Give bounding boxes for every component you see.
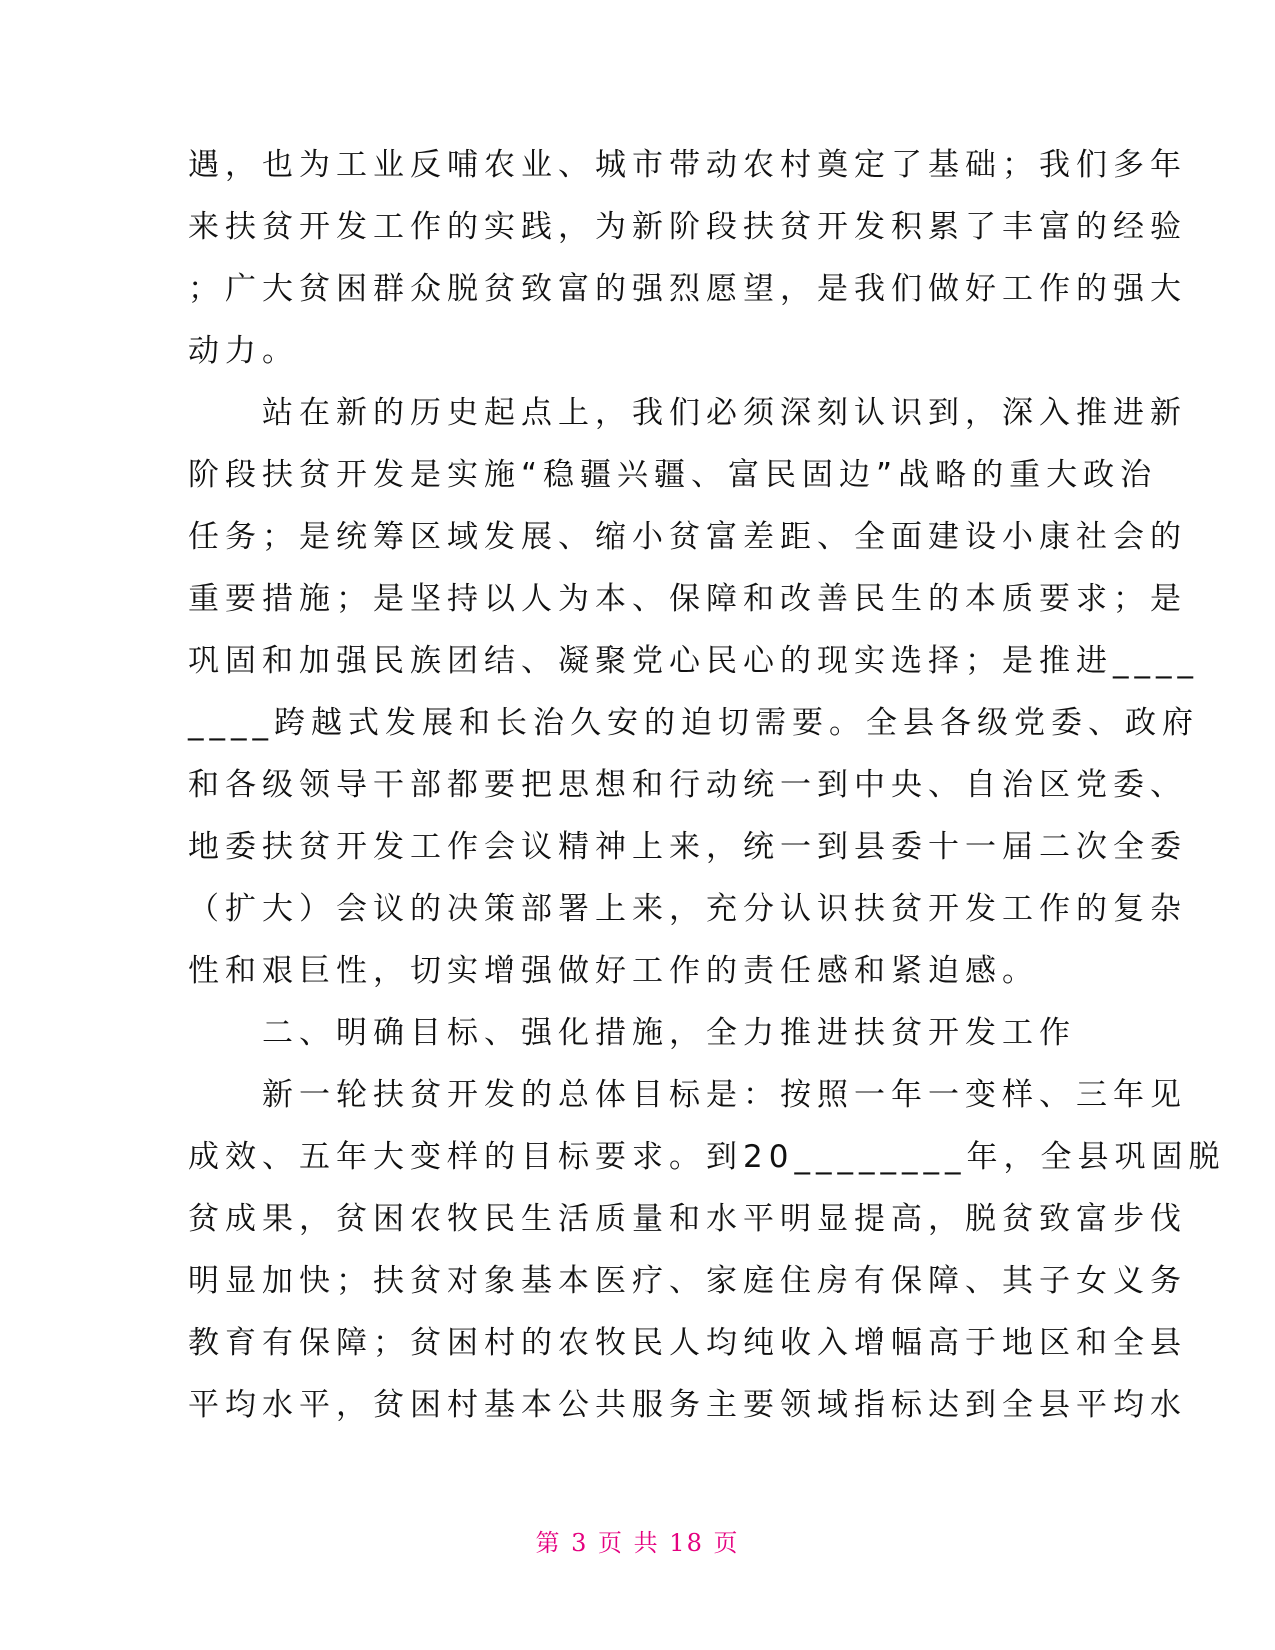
text-line: 明显加快；扶贫对象基本医疗、家庭住房有保障、其子女义务: [188, 1263, 1187, 1299]
page-number-footer: 第 3 页 共 18 页: [535, 1529, 740, 1557]
text-line: 性和艰巨性，切实增强做好工作的责任感和紧迫感。: [188, 953, 1039, 989]
text-line: 来扶贫开发工作的实践，为新阶段扶贫开发积累了丰富的经验: [188, 209, 1187, 245]
text-line: 遇，也为工业反哺农业、城市带动农村奠定了基础；我们多年: [188, 147, 1187, 183]
text-line: 贫成果，贫困农牧民生活质量和水平明显提高，脱贫致富步伐: [188, 1201, 1187, 1237]
text-line: 阶段扶贫开发是实施“稳疆兴疆、富民固边”战略的重大政治: [188, 457, 1158, 493]
text-line: 巩固和加强民族团结、凝聚党心民心的现实选择；是推进____: [188, 643, 1199, 679]
text-line: ____跨越式发展和长治久安的迫切需要。全县各级党委、政府: [188, 705, 1199, 741]
text-line: 平均水平，贫困村基本公共服务主要领域指标达到全县平均水: [188, 1387, 1187, 1423]
text-line: 和各级领导干部都要把思想和行动统一到中央、自治区党委、: [188, 767, 1187, 803]
text-line: 重要措施；是坚持以人为本、保障和改善民生的本质要求；是: [188, 581, 1187, 617]
text-line: 地委扶贫开发工作会议精神上来，统一到县委十一届二次全委: [188, 829, 1187, 865]
text-line: 成效、五年大变样的目标要求。到20________年，全县巩固脱: [188, 1139, 1226, 1175]
text-line: 教育有保障；贫困村的农牧民人均纯收入增幅高于地区和全县: [188, 1325, 1187, 1361]
section-heading: 二、明确目标、强化措施，全力推进扶贫开发工作: [188, 1015, 1076, 1051]
text-line: 站在新的历史起点上，我们必须深刻认识到，深入推进新: [188, 395, 1187, 431]
text-line: 新一轮扶贫开发的总体目标是：按照一年一变样、三年见: [188, 1077, 1187, 1113]
text-line: 动力。: [188, 333, 299, 369]
text-line: （扩大）会议的决策部署上来，充分认识扶贫开发工作的复杂: [188, 891, 1187, 927]
text-line: ；广大贫困群众脱贫致富的强烈愿望，是我们做好工作的强大: [188, 271, 1187, 307]
text-line: 任务；是统筹区域发展、缩小贫富差距、全面建设小康社会的: [188, 519, 1187, 555]
